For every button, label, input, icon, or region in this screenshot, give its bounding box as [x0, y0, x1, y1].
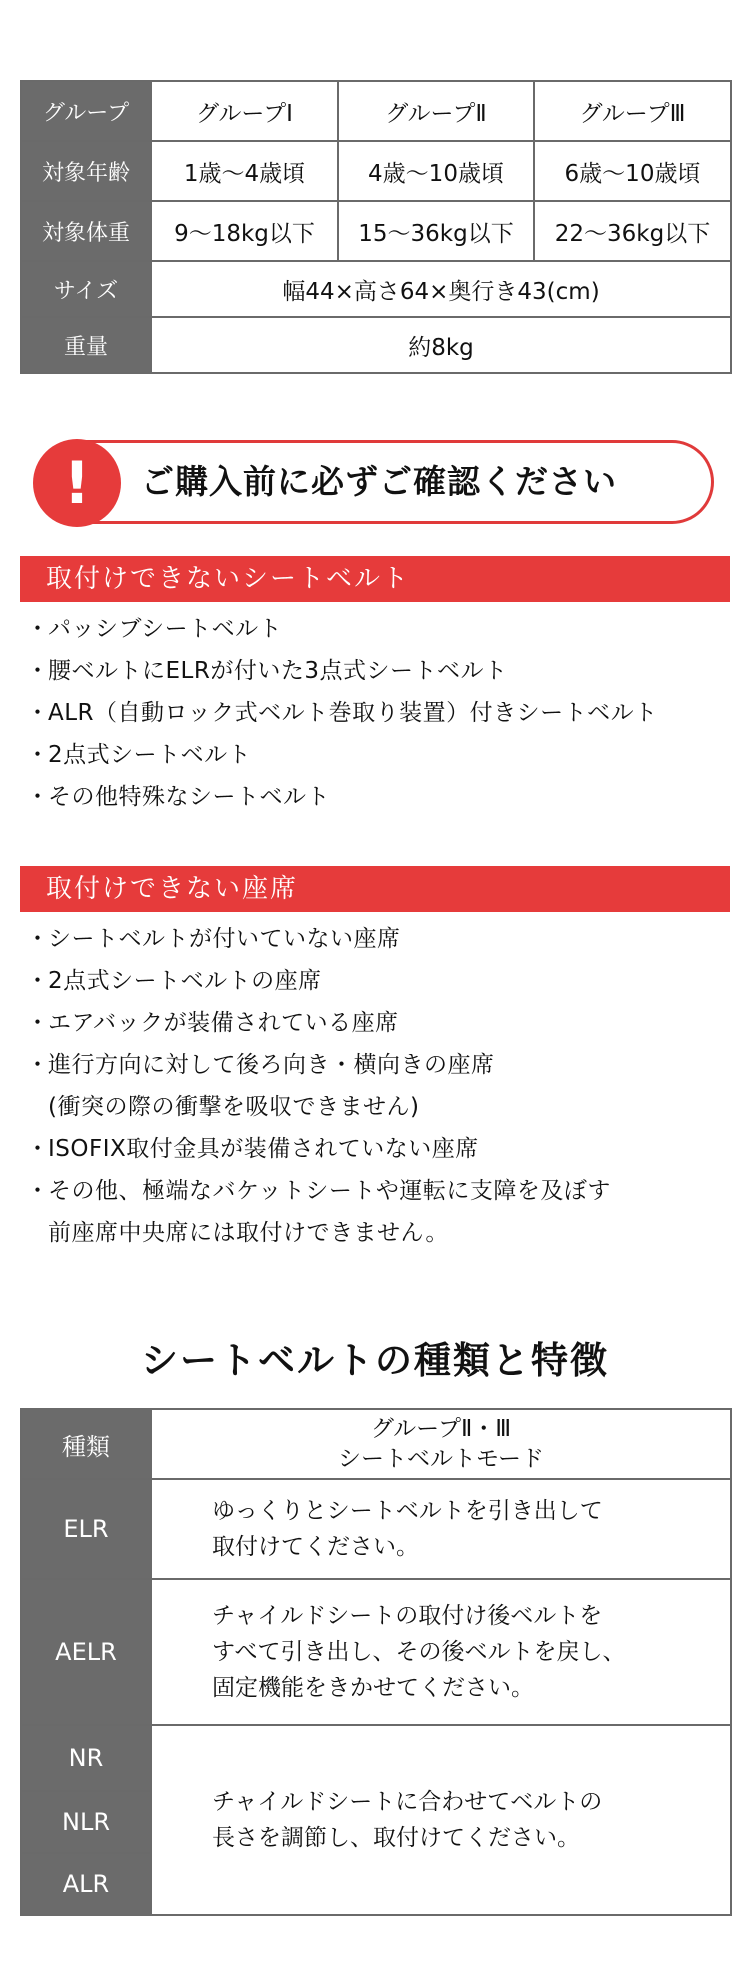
spec-group-1: グループⅠ	[151, 81, 338, 141]
spec-size-value: 幅44×高さ64×奥行き43(cm)	[151, 261, 731, 317]
table-row	[21, 201, 731, 261]
list-item: ・2点式シートベルトの座席	[26, 960, 736, 1002]
bullet-icon: ・	[26, 968, 50, 994]
table-row	[21, 317, 731, 373]
list-item: ・その他特殊なシートベルト	[26, 776, 736, 818]
notice-banner	[34, 440, 714, 524]
section-title-seats: 取付けできない座席	[20, 866, 730, 912]
list-item-continuation: 前座席中央席には取付けできません。	[48, 1220, 449, 1246]
notice-text: ご購入前に必ずご確認ください	[141, 462, 617, 501]
spec-mass-value: 約8kg	[151, 317, 731, 373]
list-item: ・シートベルトが付いていない座席	[26, 918, 736, 960]
table-row	[21, 261, 731, 317]
list-item: ・その他、極端なバケットシートや運転に支障を及ぼす	[26, 1170, 736, 1212]
list-item: ・ISOFIX取付金具が装備されていない座席	[26, 1128, 736, 1170]
spec-group-3: グループⅢ	[534, 81, 731, 141]
belt-type-elr: ELR	[21, 1479, 151, 1579]
belt-header-caption-line-1: グループⅡ・Ⅲ	[370, 1416, 512, 1442]
list-item: ・ALR（自動ロック式ベルト巻取り装置）付きシートベルト	[26, 692, 736, 734]
bullet-icon: ・	[26, 700, 50, 726]
list-item: ・腰ベルトにELRが付いた3点式シートベルト	[26, 650, 736, 692]
spec-age-1: 1歳～4歳頃	[151, 141, 338, 201]
belt-types-table	[20, 1408, 732, 1916]
spec-weight-range-2: 15～36kg以下	[338, 201, 534, 261]
spec-group-2: グループⅡ	[338, 81, 534, 141]
bullet-icon: ・	[26, 616, 50, 642]
bullet-icon: ・	[26, 1178, 50, 1204]
bullet-icon: ・	[26, 742, 50, 768]
table-row	[21, 1479, 731, 1579]
belt-header-caption	[151, 1409, 731, 1479]
belt-type-nlr: NLR	[21, 1791, 151, 1853]
belt-desc-elr: ゆっくりとシートベルトを引き出して 取付けてください。	[151, 1479, 731, 1579]
belt-type-aelr: AELR	[21, 1579, 151, 1725]
table-row	[21, 1725, 731, 1791]
list-item: ・エアバックが装備されている座席	[26, 1002, 736, 1044]
section-title-belts: 取付けできないシートベルト	[20, 556, 730, 602]
spec-weight-range-label: 対象体重	[21, 201, 151, 261]
belt-desc-nr-nlr-alr: チャイルドシートに合わせてベルトの 長さを調節し、取付けてください。	[151, 1725, 731, 1915]
spec-mass-label: 重量	[21, 317, 151, 373]
belt-header-caption-line-2: シートベルトモード	[337, 1446, 545, 1472]
belt-restriction-list	[26, 608, 736, 818]
spec-table	[20, 80, 732, 374]
table-row	[21, 141, 731, 201]
exclamation-icon: !	[33, 439, 121, 527]
bullet-icon: ・	[26, 658, 50, 684]
bullet-icon: ・	[26, 784, 50, 810]
seat-restriction-list	[26, 918, 736, 1254]
belt-desc-aelr: チャイルドシートの取付け後ベルトを すべて引き出し、その後ベルトを戻し、 固定機能をきかせてください。	[151, 1579, 731, 1725]
table-row	[21, 1579, 731, 1725]
spec-size-label: サイズ	[21, 261, 151, 317]
bullet-icon: ・	[26, 1052, 50, 1078]
belt-type-alr: ALR	[21, 1853, 151, 1915]
belt-types-heading: シートベルトの種類と特徴	[141, 1339, 609, 1382]
spec-age-3: 6歳～10歳頃	[534, 141, 731, 201]
belt-type-nr: NR	[21, 1725, 151, 1791]
spec-age-label: 対象年齢	[21, 141, 151, 201]
list-item: ・進行方向に対して後ろ向き・横向きの座席	[26, 1044, 736, 1086]
spec-weight-range-1: 9～18kg以下	[151, 201, 338, 261]
bullet-icon: ・	[26, 1136, 50, 1162]
list-item-continuation: (衝突の際の衝撃を吸収できません)	[48, 1094, 420, 1120]
list-item: ・2点式シートベルト	[26, 734, 736, 776]
spec-header-label: グループ	[21, 81, 151, 141]
spec-age-2: 4歳～10歳頃	[338, 141, 534, 201]
bullet-icon: ・	[26, 1010, 50, 1036]
spec-weight-range-3: 22～36kg以下	[534, 201, 731, 261]
belt-header-label: 種類	[21, 1409, 151, 1479]
list-item: ・パッシブシートベルト	[26, 608, 736, 650]
bullet-icon: ・	[26, 926, 50, 952]
